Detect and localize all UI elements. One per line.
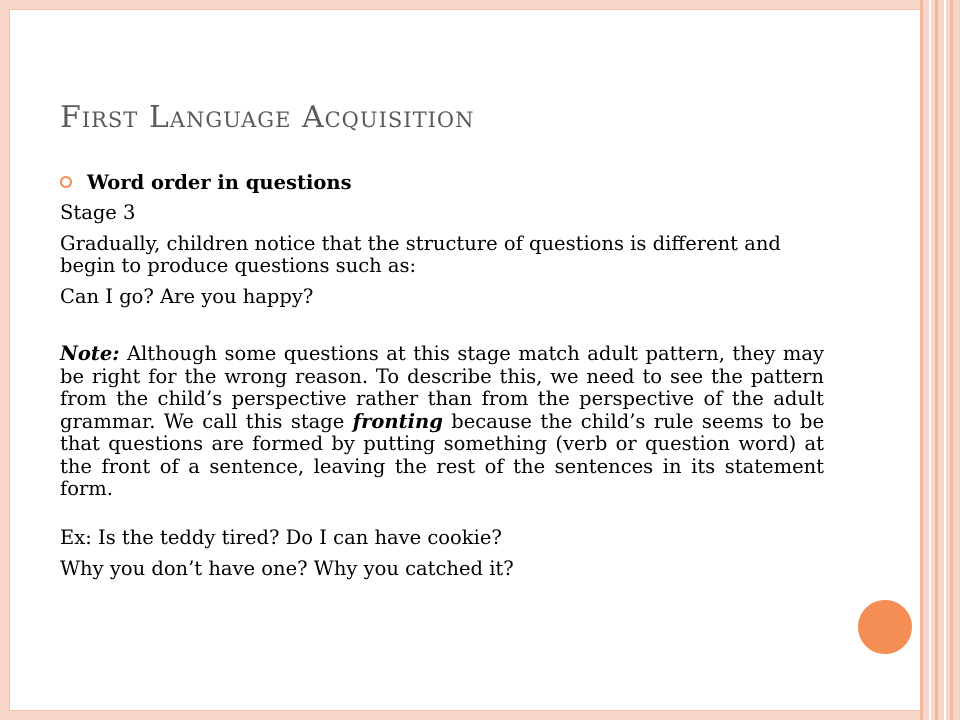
note-text-2: because the child’s rule seems to be that questions are formed by putting something (verb or question word) at the front of a sentence, leaving the rest of the sentences in its statement form.: [60, 409, 824, 500]
slide-title: First Language Acquisition: [60, 100, 475, 135]
example-questions-3: Why you don’t have one? Why you catched it?: [60, 556, 514, 580]
orange-circle-icon: [856, 598, 914, 656]
bullet-text: Word order in questions: [87, 171, 352, 194]
note-text-1: Although some questions at this stage match adult pattern, they may be right for the wrong reason. To describe this, we need to see the pattern from the child’s perspective rather than from the perspective of the adult grammar. We call this stage: [60, 342, 824, 433]
slide-body: [60, 172, 824, 589]
stage-label: Stage 3: [60, 201, 136, 224]
bullet-item: [60, 172, 824, 194]
frame-right-stripe: [935, 0, 938, 720]
intro-paragraph: Gradually, children notice that the structure of questions is different and begin to produce questions such as:: [60, 232, 781, 277]
frame-right-band: [920, 0, 960, 720]
circle-outline-icon: [60, 176, 72, 188]
example-questions-1: Can I go? Are you happy?: [60, 285, 314, 308]
note-label: Note:: [60, 342, 120, 365]
example-questions-2: Ex: Is the teddy tired? Do I can have cookie?: [60, 525, 502, 549]
frame-right-stripe: [944, 0, 946, 720]
frame-left-border: [0, 0, 9, 720]
frame-bottom-border: [0, 711, 922, 720]
frame-right-stripe: [929, 0, 931, 720]
frame-right-stripe: [920, 0, 923, 720]
frame-right-stripe: [950, 0, 953, 720]
frame-top-border: [0, 0, 922, 9]
note-emphasis: fronting: [352, 409, 443, 433]
note-paragraph: [60, 343, 824, 501]
